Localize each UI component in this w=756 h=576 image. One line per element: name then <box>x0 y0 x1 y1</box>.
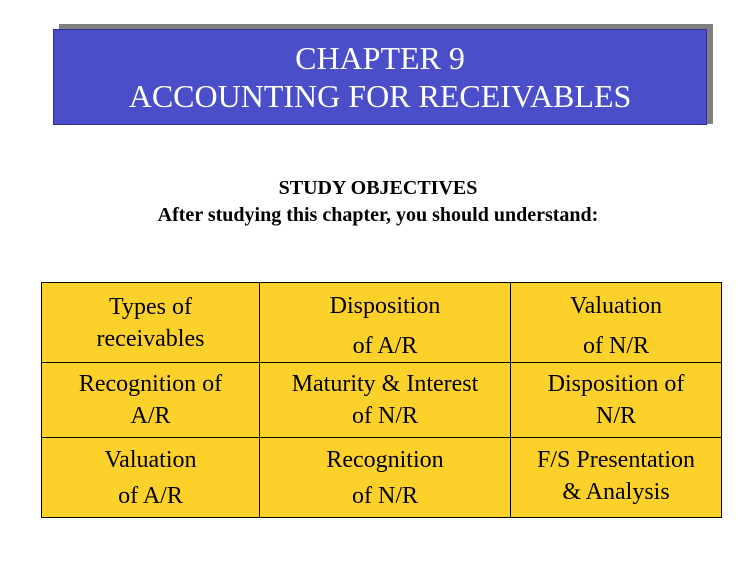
grid-cell-line1: Maturity & Interest <box>291 371 479 397</box>
grid-cell <box>511 283 721 363</box>
grid-cell <box>260 363 511 438</box>
grid-cell-line1: Types of <box>109 293 192 320</box>
grid-cell-line1: Disposition of <box>547 371 685 397</box>
grid-cell-line2: of N/R <box>352 403 418 429</box>
grid-cell-line2: A/R <box>130 403 171 429</box>
grid-cell-line2: of A/R <box>118 482 183 509</box>
grid-cell-line1: F/S Presentation <box>536 447 695 473</box>
grid-cell-line1: Valuation <box>570 292 662 319</box>
study-objectives <box>0 175 756 229</box>
grid-cell-line1: Recognition <box>326 446 444 473</box>
grid-cell <box>42 363 260 438</box>
grid-cell-line1: Valuation <box>104 446 197 473</box>
grid-cell <box>260 283 511 363</box>
grid-cell <box>260 438 511 517</box>
objectives-subheading: After studying this chapter, you should understand: <box>157 204 599 226</box>
chapter-title-line2: ACCOUNTING FOR RECEIVABLES <box>128 78 632 114</box>
grid-cell-line2: of A/R <box>352 332 418 359</box>
grid-cell-line1: Recognition of <box>78 371 223 397</box>
grid-cell-line2: of N/R <box>583 332 649 359</box>
grid-cell <box>42 283 260 363</box>
grid-cell-line2: receivables <box>96 325 205 352</box>
grid-cell-line2: & Analysis <box>562 479 670 505</box>
objectives-grid <box>41 282 722 518</box>
grid-cell-line2: of N/R <box>352 482 418 509</box>
chapter-title-line1: CHAPTER 9 <box>295 40 465 76</box>
grid-cell <box>511 363 721 438</box>
grid-cell-line2: N/R <box>595 403 636 429</box>
objectives-heading: STUDY OBJECTIVES <box>278 177 478 199</box>
chapter-title <box>53 29 707 125</box>
grid-cell <box>511 438 721 517</box>
grid-cell-line1: Disposition <box>329 292 441 319</box>
grid-cell <box>42 438 260 517</box>
